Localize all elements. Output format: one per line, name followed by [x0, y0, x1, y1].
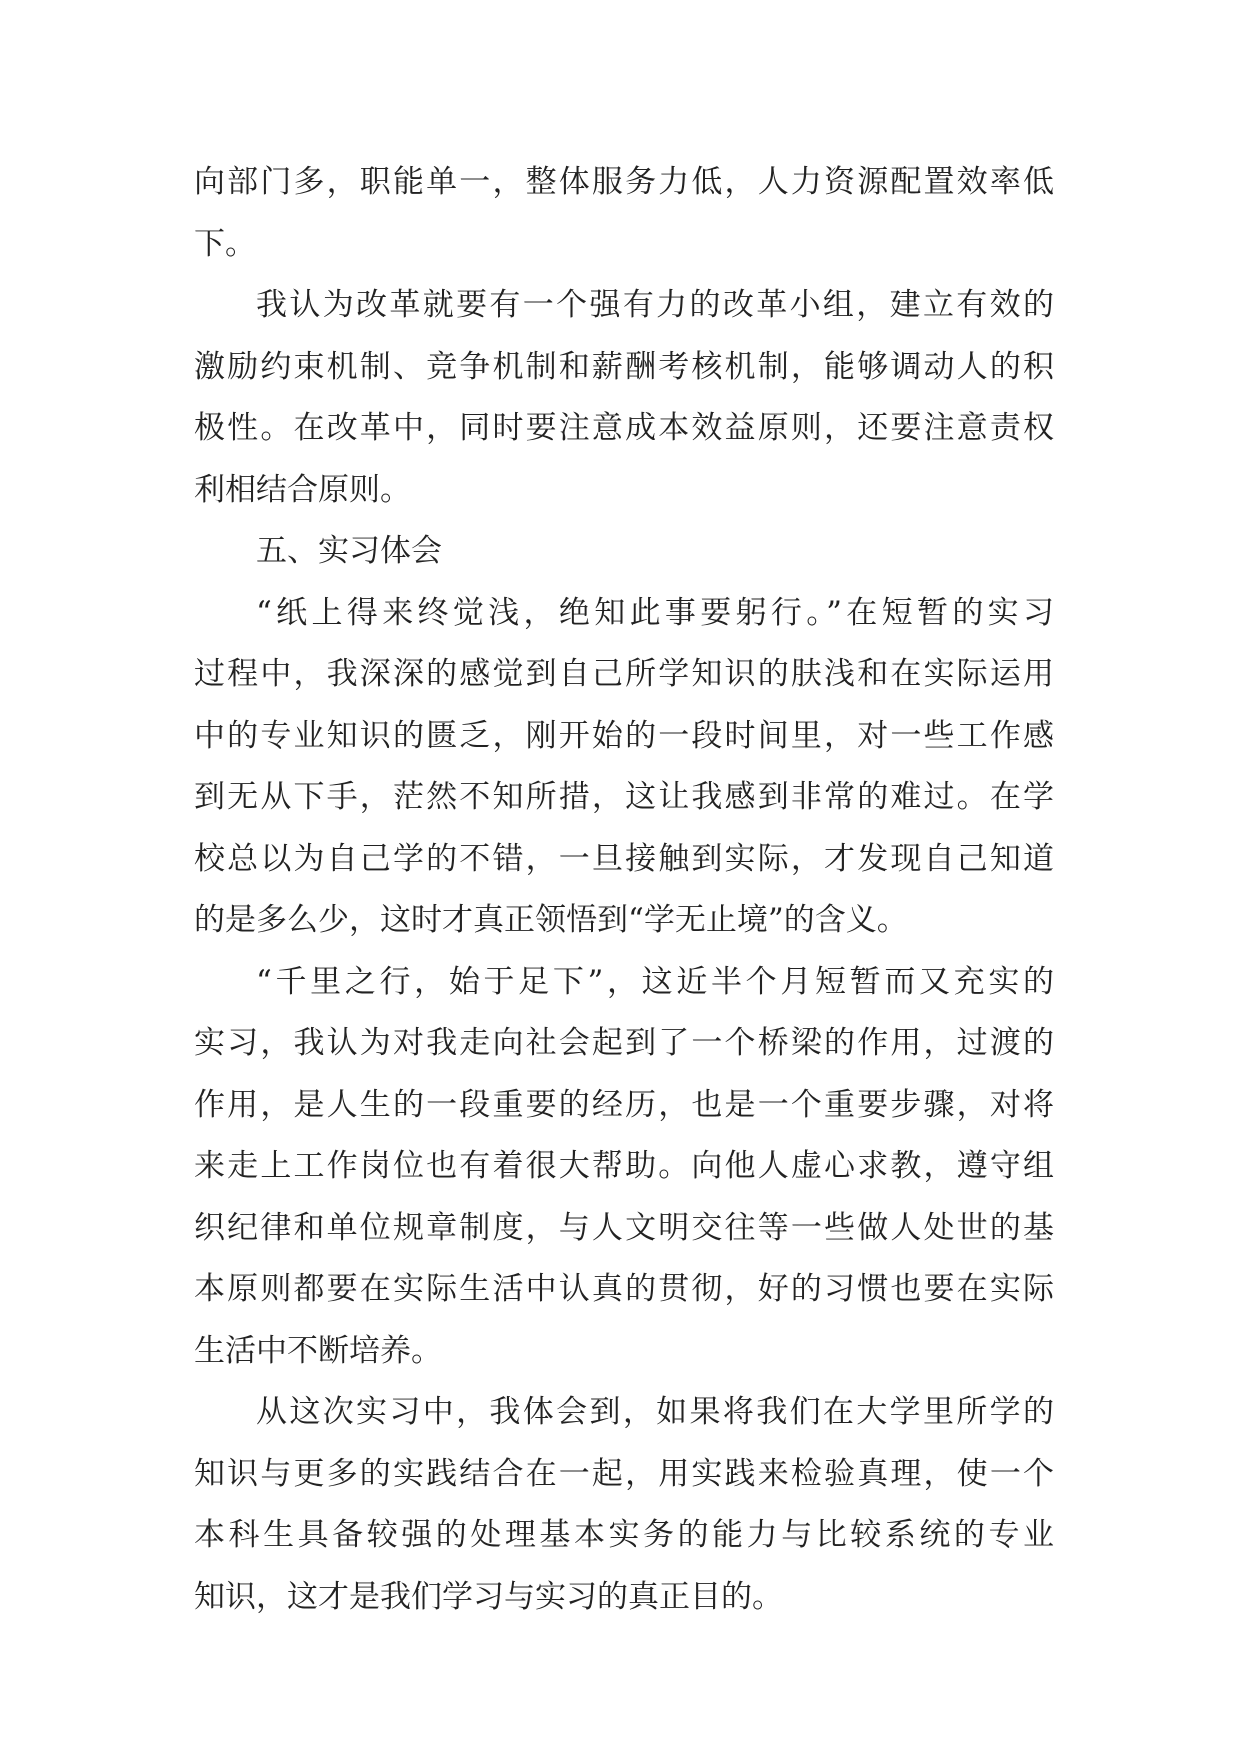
text-line: 向部门多，职能单一，整体服务力低，人力资源配置效率低: [194, 164, 1054, 200]
paragraph-start-line: 从这次实习中，我体会到，如果将我们在大学里所学的: [256, 1394, 1054, 1430]
section-heading: 五、实习体会: [256, 533, 442, 569]
text-line: 极性。在改革中，同时要注意成本效益原则，还要注意责权: [194, 410, 1054, 446]
paragraph-start-line: “千里之行，始于足下”，这近半个月短暂而又充实的: [256, 963, 1054, 1000]
text-line: 来走上工作岗位也有着很大帮助。向他人虚心求教，遵守组: [194, 1148, 1054, 1184]
text-line: 过程中，我深深的感觉到自己所学知识的肤浅和在实际运用: [194, 656, 1054, 692]
text-line: 织纪律和单位规章制度，与人文明交往等一些做人处世的基: [194, 1209, 1054, 1246]
text-line: 知识，这才是我们学习与实习的真正目的。: [194, 1578, 783, 1615]
text-line: 知识与更多的实践结合在一起，用实践来检验真理，使一个: [194, 1455, 1054, 1492]
text-line: 实习，我认为对我走向社会起到了一个桥梁的作用，过渡的: [194, 1025, 1054, 1061]
body-text: [194, 152, 1054, 1628]
paragraph-start-line: “纸上得来终觉浅，绝知此事要躬行。”在短暂的实习: [256, 594, 1054, 631]
text-line: 作用，是人生的一段重要的经历，也是一个重要步骤，对将: [194, 1086, 1054, 1123]
text-line: 激励约束机制、竞争机制和薪酬考核机制，能够调动人的积: [194, 348, 1054, 385]
text-line: 到无从下手，茫然不知所措，这让我感到非常的难过。在学: [194, 779, 1054, 815]
text-line: 本科生具备较强的处理基本实务的能力与比较系统的专业: [194, 1517, 1054, 1553]
text-line: 中的专业知识的匮乏，刚开始的一段时间里，对一些工作感: [194, 717, 1054, 754]
text-line: 本原则都要在实际生活中认真的贯彻，好的习惯也要在实际: [194, 1271, 1054, 1307]
text-line: 生活中不断培养。: [194, 1332, 442, 1369]
text-line: 下。: [194, 225, 256, 262]
text-line: 的是多么少，这时才真正领悟到“学无止境”的含义。: [194, 902, 908, 938]
paragraph-start-line: 我认为改革就要有一个强有力的改革小组，建立有效的: [256, 287, 1054, 323]
text-line: 校总以为自己学的不错，一旦接触到实际，才发现自己知道: [194, 840, 1054, 877]
text-line: 利相结合原则。: [194, 471, 411, 508]
